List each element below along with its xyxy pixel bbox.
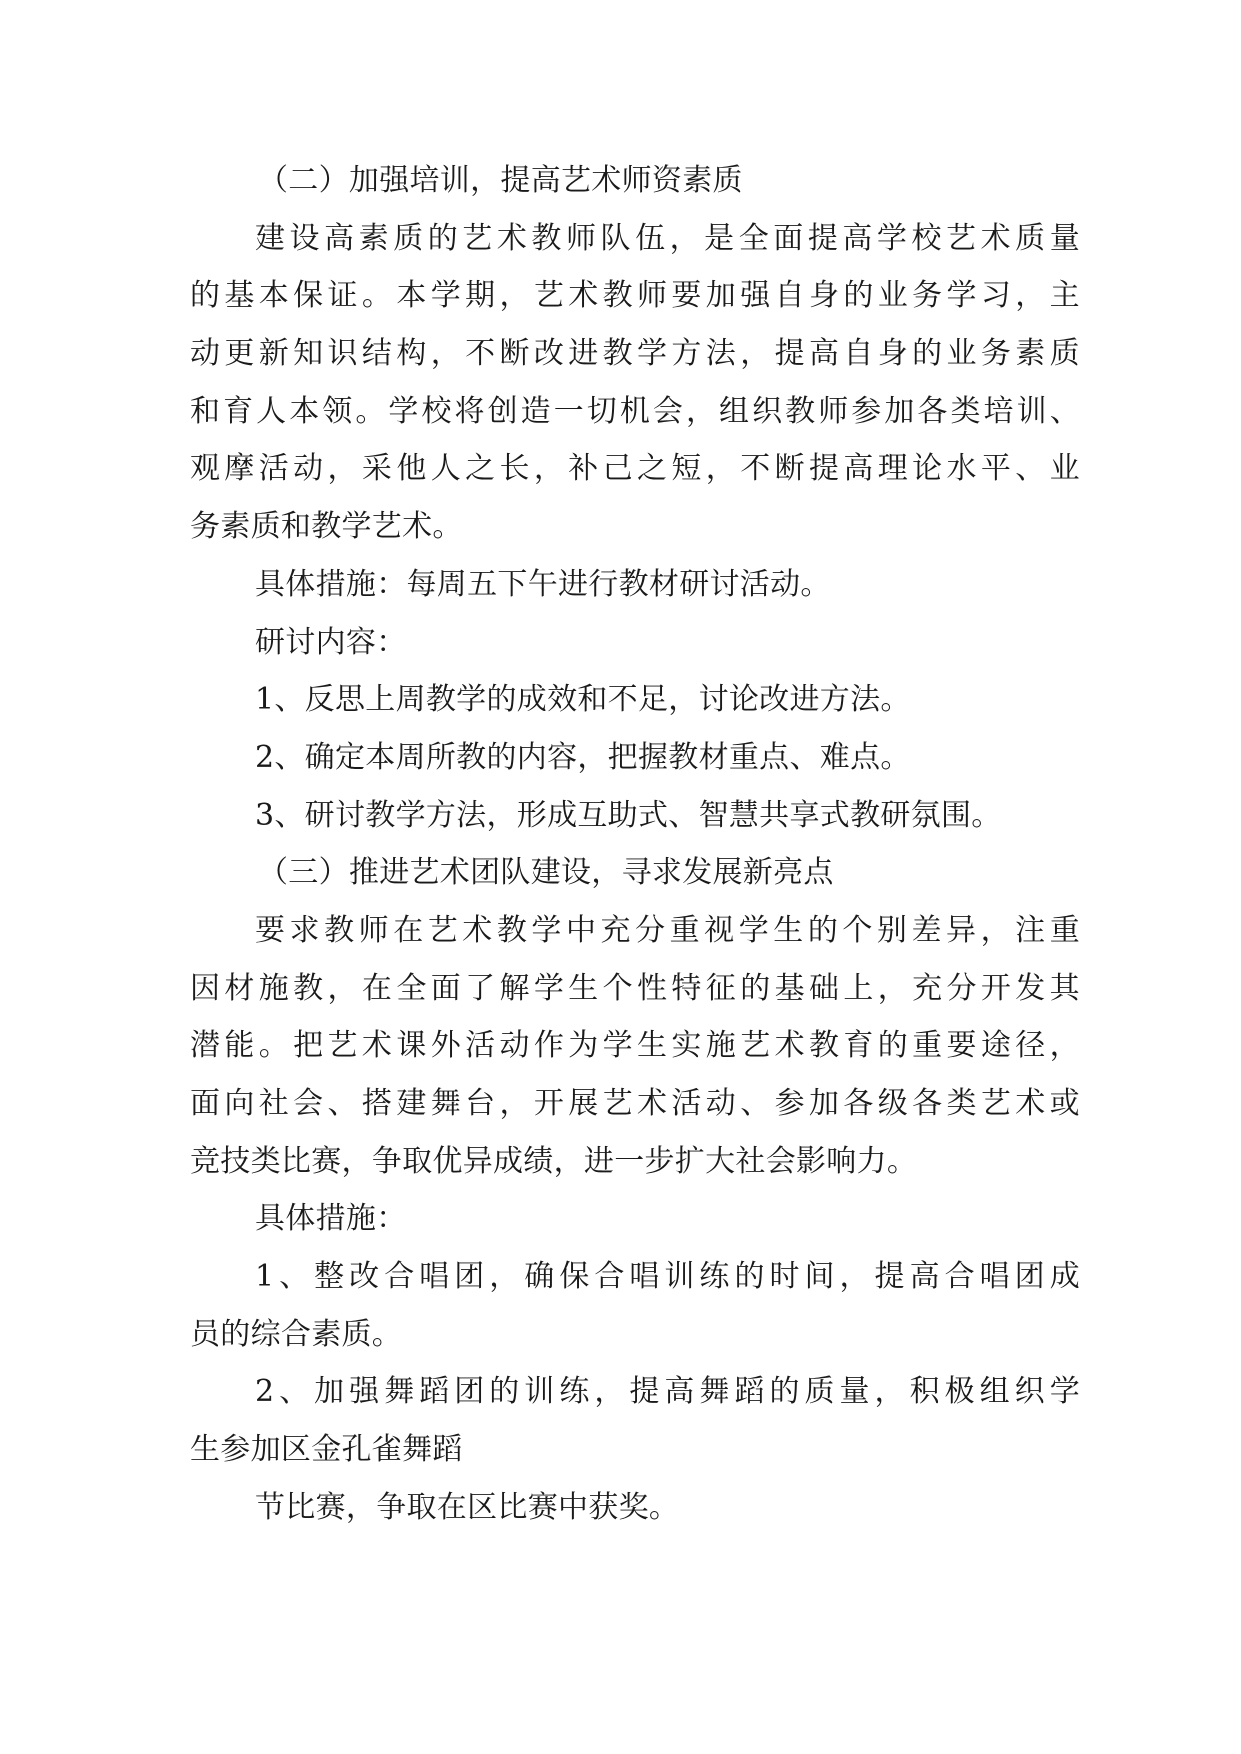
- text-line: 动更新知识结构，不断改进教学方法，提高自身的业务素质: [190, 336, 1080, 372]
- text-line: 观摩活动，采他人之长，补己之短，不断提高理论水平、业: [190, 451, 1080, 487]
- text-line: 面向社会、搭建舞台，开展艺术活动、参加各级各类艺术或: [190, 1086, 1080, 1121]
- text-line: 要求教师在艺术教学中充分重视学生的个别差异，注重: [255, 912, 1080, 948]
- text-line: 员的综合素质。: [190, 1316, 403, 1352]
- text-line: 具体措施：: [255, 1201, 407, 1237]
- text-line: 节比赛，争取在区比赛中获奖。: [255, 1489, 680, 1525]
- text-line: 潜能。把艺术课外活动作为学生实施艺术教育的重要途径，: [190, 1028, 1080, 1064]
- text-line: 建设高素质的艺术教师队伍，是全面提高学校艺术质量: [255, 220, 1080, 256]
- text-line: 因材施教，在全面了解学生个性特征的基础上，充分开发其: [190, 970, 1080, 1006]
- document-page: [190, 152, 1080, 1537]
- section-heading: （三）推进艺术团队建设，寻求发展新亮点: [258, 855, 834, 891]
- text-line: 务素质和教学艺术。: [190, 509, 463, 545]
- text-line: 研讨内容：: [255, 624, 407, 660]
- text-line: 的基本保证。本学期，艺术教师要加强自身的业务学习，主: [190, 278, 1080, 314]
- text-line: 具体措施：每周五下午进行教材研讨活动。: [255, 566, 831, 602]
- section-heading: （二）加强培训，提高艺术师资素质: [258, 163, 743, 198]
- text-line: 3、研讨教学方法，形成互助式、智慧共享式教研氛围。: [255, 797, 1002, 833]
- text-line: 竞技类比赛，争取优异成绩，进一步扩大社会影响力。: [190, 1143, 918, 1179]
- text-line: 1、整改合唱团，确保合唱训练的时间，提高合唱团成: [255, 1259, 1080, 1295]
- text-line: 2、确定本周所教的内容，把握教材重点、难点。: [255, 739, 911, 775]
- text-line: 和育人本领。学校将创造一切机会，组织教师参加各类培训、: [190, 393, 1080, 429]
- text-line: 2、加强舞蹈团的训练，提高舞蹈的质量，积极组织学: [255, 1374, 1080, 1410]
- text-line: 1、反思上周教学的成效和不足，讨论改进方法。: [255, 682, 911, 718]
- text-line: 生参加区金孔雀舞蹈: [190, 1432, 463, 1468]
